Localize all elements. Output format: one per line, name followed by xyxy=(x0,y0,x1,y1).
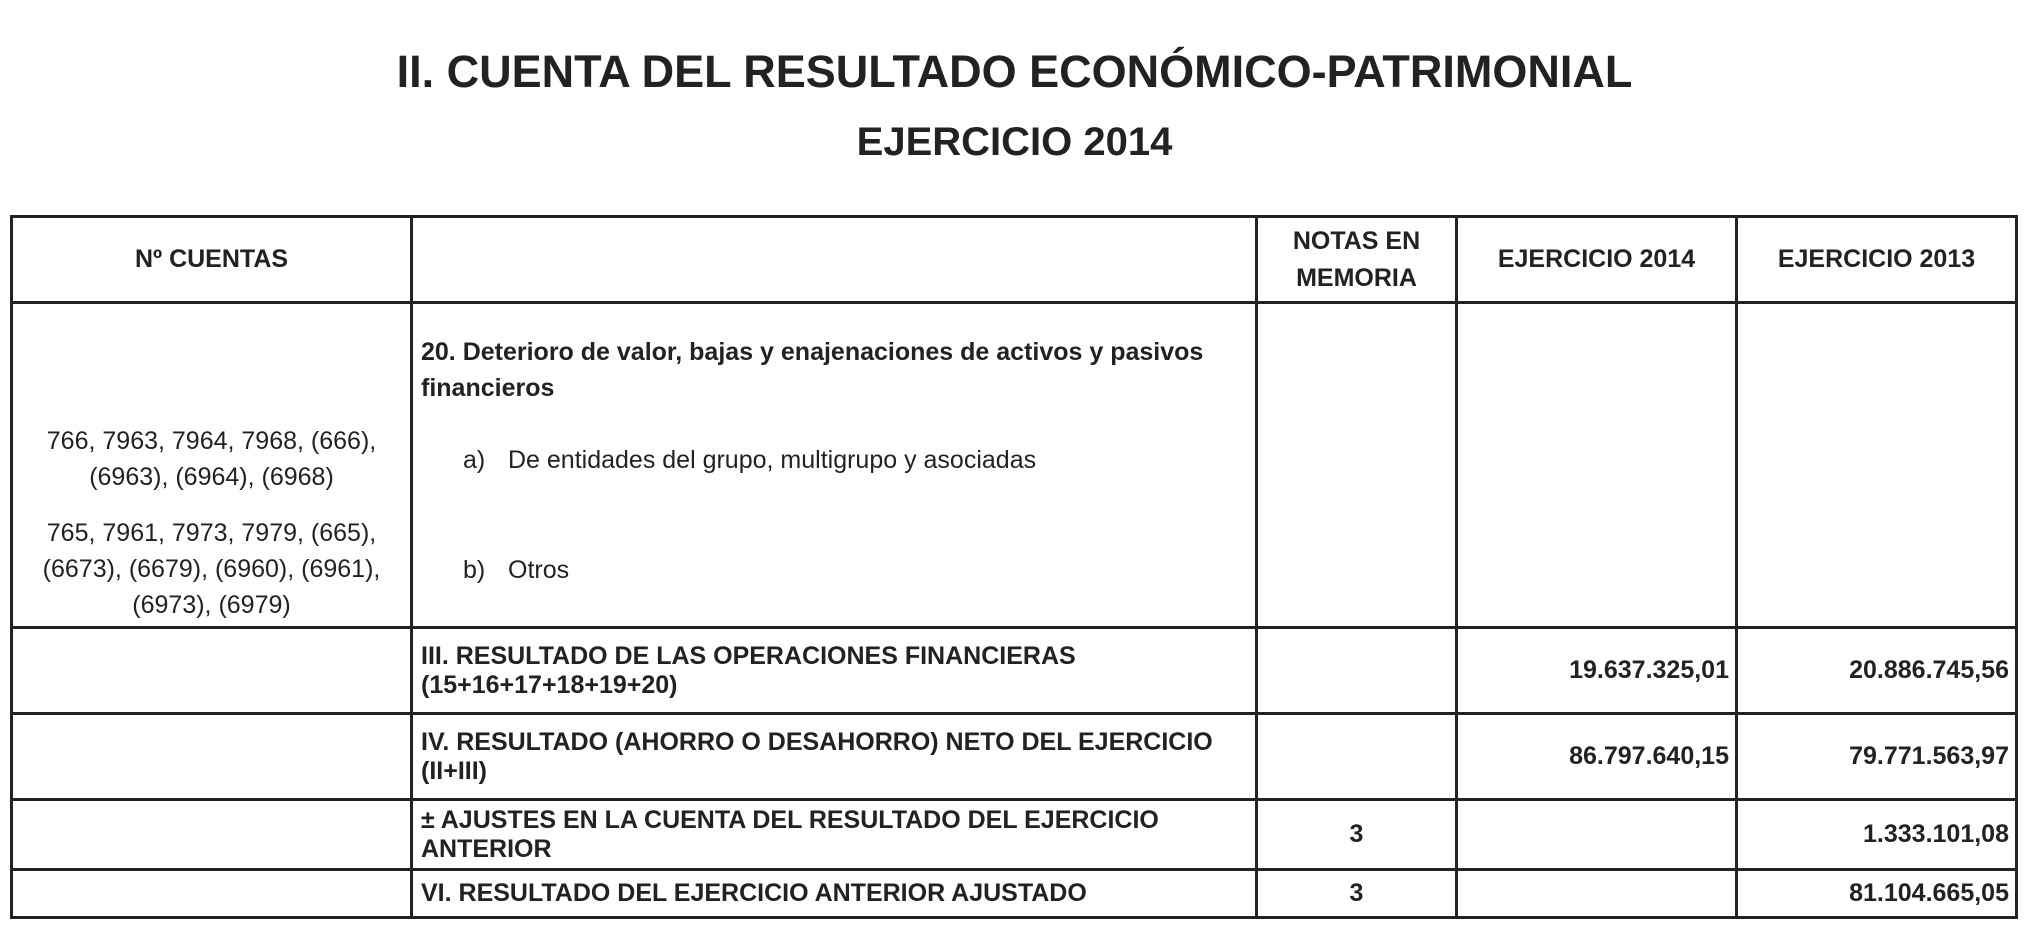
table-header-row xyxy=(12,217,2017,303)
section-20-2014-cell xyxy=(1457,303,1737,628)
item-a-label: a) xyxy=(463,446,486,474)
accounts-item-b: 765, 7961, 7973, 7979, (665), (6673), (6679), (6960), (6961), (6973), (6979) xyxy=(42,519,381,619)
row-value-2013: 79.771.563,97 xyxy=(1737,714,2017,800)
row-description: ± AJUSTES EN LA CUENTA DEL RESULTADO DEL EJERCICIO ANTERIOR xyxy=(412,800,1257,870)
row-value-2013: 20.886.745,56 xyxy=(1737,628,2017,714)
section-20-accounts-cell xyxy=(12,303,412,628)
row-accounts-cell xyxy=(12,870,412,918)
page-title: II. CUENTA DEL RESULTADO ECONÓMICO-PATRIMONIAL xyxy=(396,46,1633,97)
table-row-ajustes xyxy=(12,800,2017,870)
section-20-notas-cell xyxy=(1257,303,1457,628)
row-value-2014 xyxy=(1457,870,1737,918)
row-value-2014: 19.637.325,01 xyxy=(1457,628,1737,714)
row-notas xyxy=(1257,714,1457,800)
row-description: VI. RESULTADO DEL EJERCICIO ANTERIOR AJUSTADO xyxy=(412,870,1257,918)
results-table xyxy=(10,215,2018,919)
table-row-resultado-ajustado xyxy=(12,870,2017,918)
row-value-2014: 86.797.640,15 xyxy=(1457,714,1737,800)
row-notas: 3 xyxy=(1257,870,1457,918)
item-a-text: De entidades del grupo, multigrupo y asociadas xyxy=(508,446,1037,474)
row-accounts-cell xyxy=(12,714,412,800)
row-value-2013: 81.104.665,05 xyxy=(1737,870,2017,918)
section-20-description-cell xyxy=(412,303,1257,628)
header-ejercicio-2013: EJERCICIO 2013 xyxy=(1737,217,2017,303)
section-20-title: 20. Deterioro de valor, bajas y enajenaciones de activos y pasivos financieros xyxy=(421,338,1204,402)
page-subtitle: EJERCICIO 2014 xyxy=(856,120,1173,164)
header-descripcion xyxy=(412,217,1257,303)
row-description: III. RESULTADO DE LAS OPERACIONES FINANCIERAS (15+16+17+18+19+20) xyxy=(412,628,1257,714)
row-accounts-cell xyxy=(12,628,412,714)
row-notas: 3 xyxy=(1257,800,1457,870)
row-notas xyxy=(1257,628,1457,714)
table-row-resultado-neto xyxy=(12,714,2017,800)
row-value-2014 xyxy=(1457,800,1737,870)
section-20-2013-cell xyxy=(1737,303,2017,628)
section-20-item-a xyxy=(463,442,1036,478)
header-notas xyxy=(1257,217,1457,303)
header-notas-line2: MEMORIA xyxy=(1296,263,1417,292)
header-cuentas: Nº CUENTAS xyxy=(12,217,412,303)
section-20-item-b xyxy=(463,552,569,588)
item-b-text: Otros xyxy=(508,556,570,584)
accounts-item-a: 766, 7963, 7964, 7968, (666), (6963), (6964), (6968) xyxy=(46,427,377,491)
header-notas-line1: NOTAS EN xyxy=(1292,227,1421,256)
item-b-label: b) xyxy=(463,556,486,584)
row-accounts-cell xyxy=(12,800,412,870)
table-row-resultado-operaciones xyxy=(12,628,2017,714)
row-value-2013: 1.333.101,08 xyxy=(1737,800,2017,870)
header-ejercicio-2014: EJERCICIO 2014 xyxy=(1457,217,1737,303)
section-20-row xyxy=(12,303,2017,628)
row-description: IV. RESULTADO (AHORRO O DESAHORRO) NETO DEL EJERCICIO (II+III) xyxy=(412,714,1257,800)
